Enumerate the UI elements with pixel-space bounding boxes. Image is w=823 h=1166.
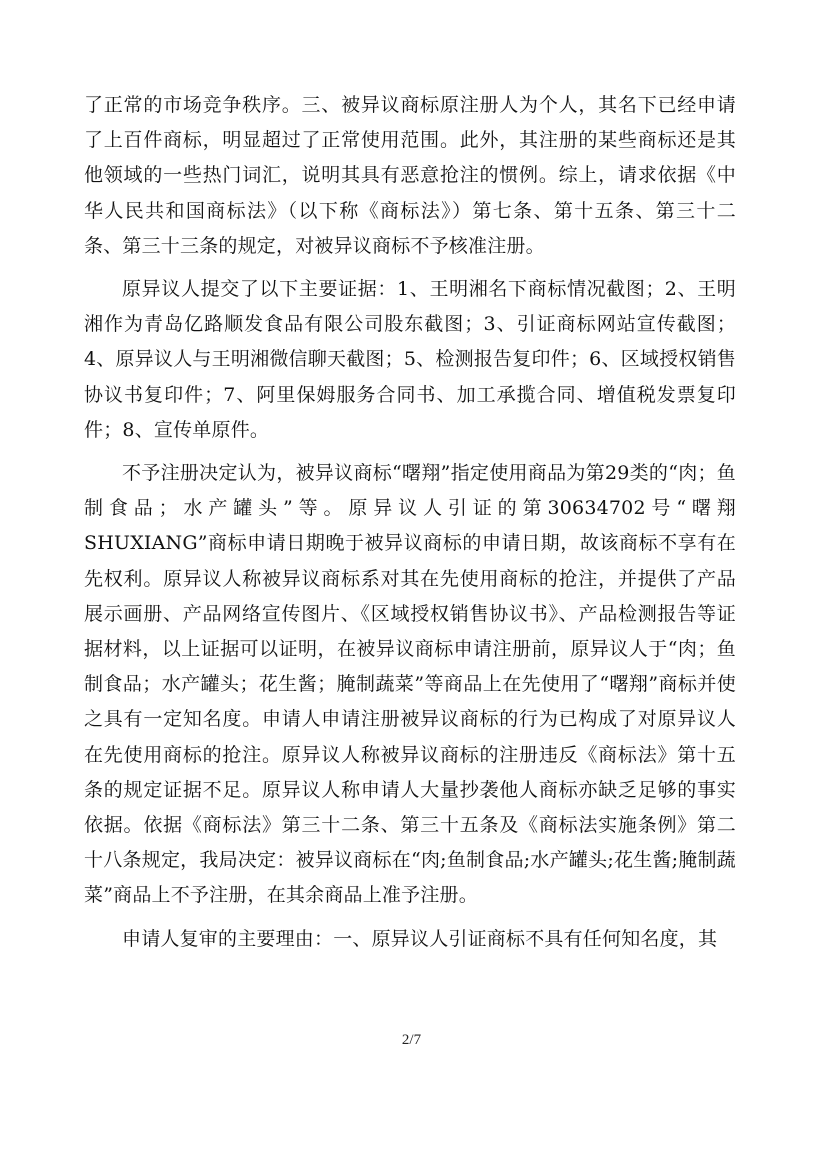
- paragraph-review-reasons: 申请人复审的主要理由：一、原异议人引证商标不具有任何知名度，其: [122, 927, 718, 950]
- page-number: 2/7: [401, 1032, 422, 1048]
- paragraph-evidence: 原异议人提交了以下主要证据：1、王明湘名下商标情况截图；2、王明湘作为青岛亿路顺发食品有限公司股东截图；3、引证商标网站宣传截图；4、原异议人与王明湘微信聊天截图；5、检测报告复印件；6、区域授权销售协议书复印件；7、阿里保姆服务合同书、加工承揽合同、增值税发票复印件；8、宣传单原件。: [84, 278, 736, 441]
- paragraph-decision: 不予注册决定认为，被异议商标“曙翔”指定使用商品为第29类的“肉；鱼制食品；水产罐头”等。原异议人引证的第30634702号“曙翔SHUXIANG”商标申请日期晚于被异议商标的申请日期，故该商标不享有在先权利。原异议人称被异议商标系对其在先使用商标的抢注，并提供了产品展示画册、产品网络宣传图片、《区域授权销售协议书》、产品检测报告等证据材料，以上证据可以证明，在被异议商标申请注册前，原异议人于“肉；鱼制食品；水产罐头；花生酱；腌制蔬菜”等商品上在先使用了“曙翔”商标并使之具有一定知名度。申请人申请注册被异议商标的行为已构成了对原异议人在先使用商标的抢注。原异议人称被异议商标的注册违反《商标法》第十五条的规定证据不足。原异议人称申请人大量抄袭他人商标亦缺乏足够的事实依据。依据《商标法》第三十二条、第三十五条及《商标法实施条例》第二十八条规定，我局决定：被异议商标在“肉;鱼制食品;水产罐头;花生酱;腌制蔬菜”商品上不予注册，在其余商品上准予注册。: [84, 462, 736, 907]
- paragraph-continuation: 了正常的市场竞争秩序。三、被异议商标原注册人为个人，其名下已经申请了上百件商标，明显超过了正常使用范围。此外，其注册的某些商标还是其他领域的一些热门词汇，说明其具有恶意抢注的惯例。综上，请求依据《中华人民共和国商标法》（以下称《商标法》）第七条、第十五条、第三十二条、第三十三条的规定，对被异议商标不予核准注册。: [84, 94, 736, 257]
- document-body: [84, 88, 736, 957]
